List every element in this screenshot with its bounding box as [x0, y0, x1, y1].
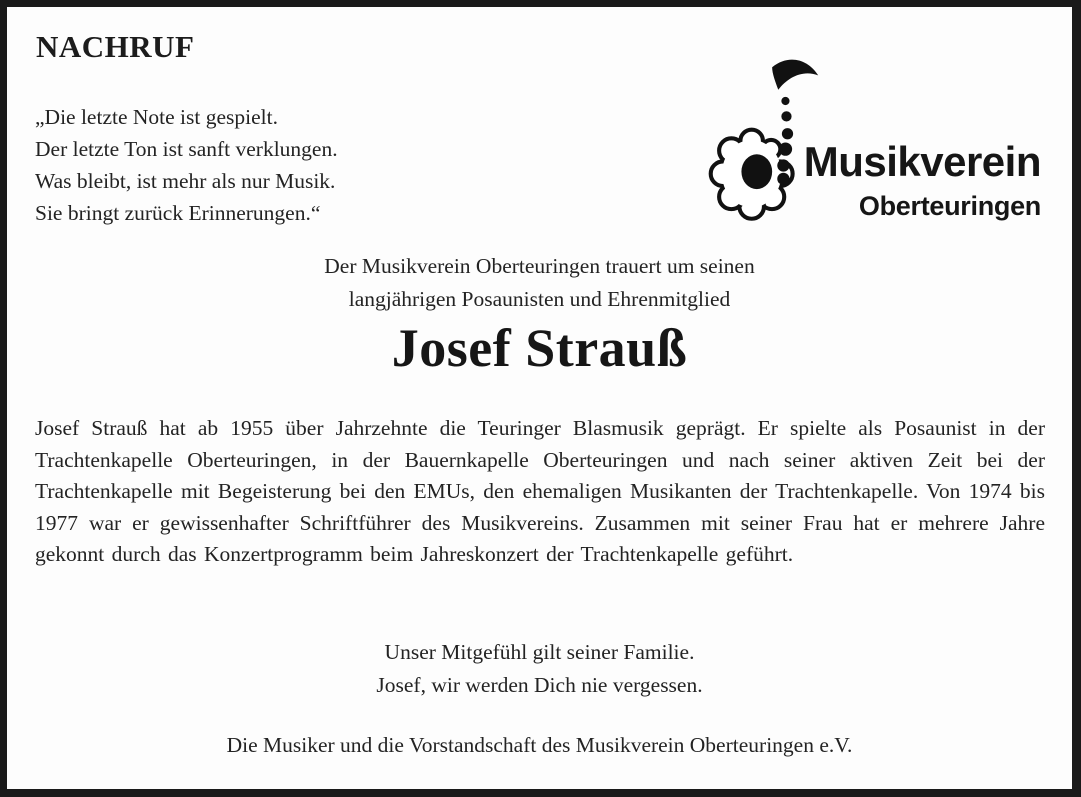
signature-text: Die Musiker und die Vorstandschaft des Musikverein Oberteuringen e.V.	[226, 733, 853, 757]
memorial-quote	[35, 101, 338, 229]
obituary-text: Josef Strauß hat ab 1955 über Jahrzehnte die Teuringer Blasmusik geprägt. Er spielte als Posaunist in der Trachtenkapelle Oberteuringen, in der Bauernkapelle Oberteuringen und nach seiner aktiven Zeit bei der Trachtenkapelle mit Begeisterung bei den EMUs, den ehemaligen Musikanten der Trachtenkapelle. Von 1974 bis 1977 war er gewissenhafter Schriftführer des Musikvereins. Zusammen mit seiner Frau hat er mehrere Jahre gekonnt durch das Konzertprogramm beim Jahreskonzert der Trachtenkapelle geführt.	[35, 416, 1045, 567]
intro-line: Der Musikverein Oberteuringen trauert um seinen	[324, 254, 755, 278]
logo-text	[804, 139, 1041, 221]
logo-name: Musikverein	[803, 138, 1041, 185]
page-title: NACHRUF	[36, 29, 195, 64]
quote-line: Der letzte Ton ist sanft verklungen.	[35, 137, 338, 161]
intro-text	[7, 250, 1072, 316]
quote-line: „Die letzte Note ist gespielt.	[35, 105, 278, 129]
obituary-sheet	[7, 7, 1072, 789]
condolence-line: Unser Mitgefühl gilt seiner Familie.	[384, 640, 695, 664]
intro-line: langjährigen Posaunisten und Ehrenmitglied	[348, 287, 731, 311]
deceased-name: Josef Strauß	[391, 318, 688, 378]
condolence-line: Josef, wir werden Dich nie vergessen.	[376, 673, 703, 697]
musikverein-logo	[708, 57, 1048, 229]
quote-line: Was bleibt, ist mehr als nur Musik.	[35, 169, 336, 193]
logo-subname: Oberteuringen	[858, 191, 1041, 221]
condolence-text	[7, 636, 1072, 702]
quote-line: Sie bringt zurück Erinnerungen.“	[35, 201, 321, 225]
